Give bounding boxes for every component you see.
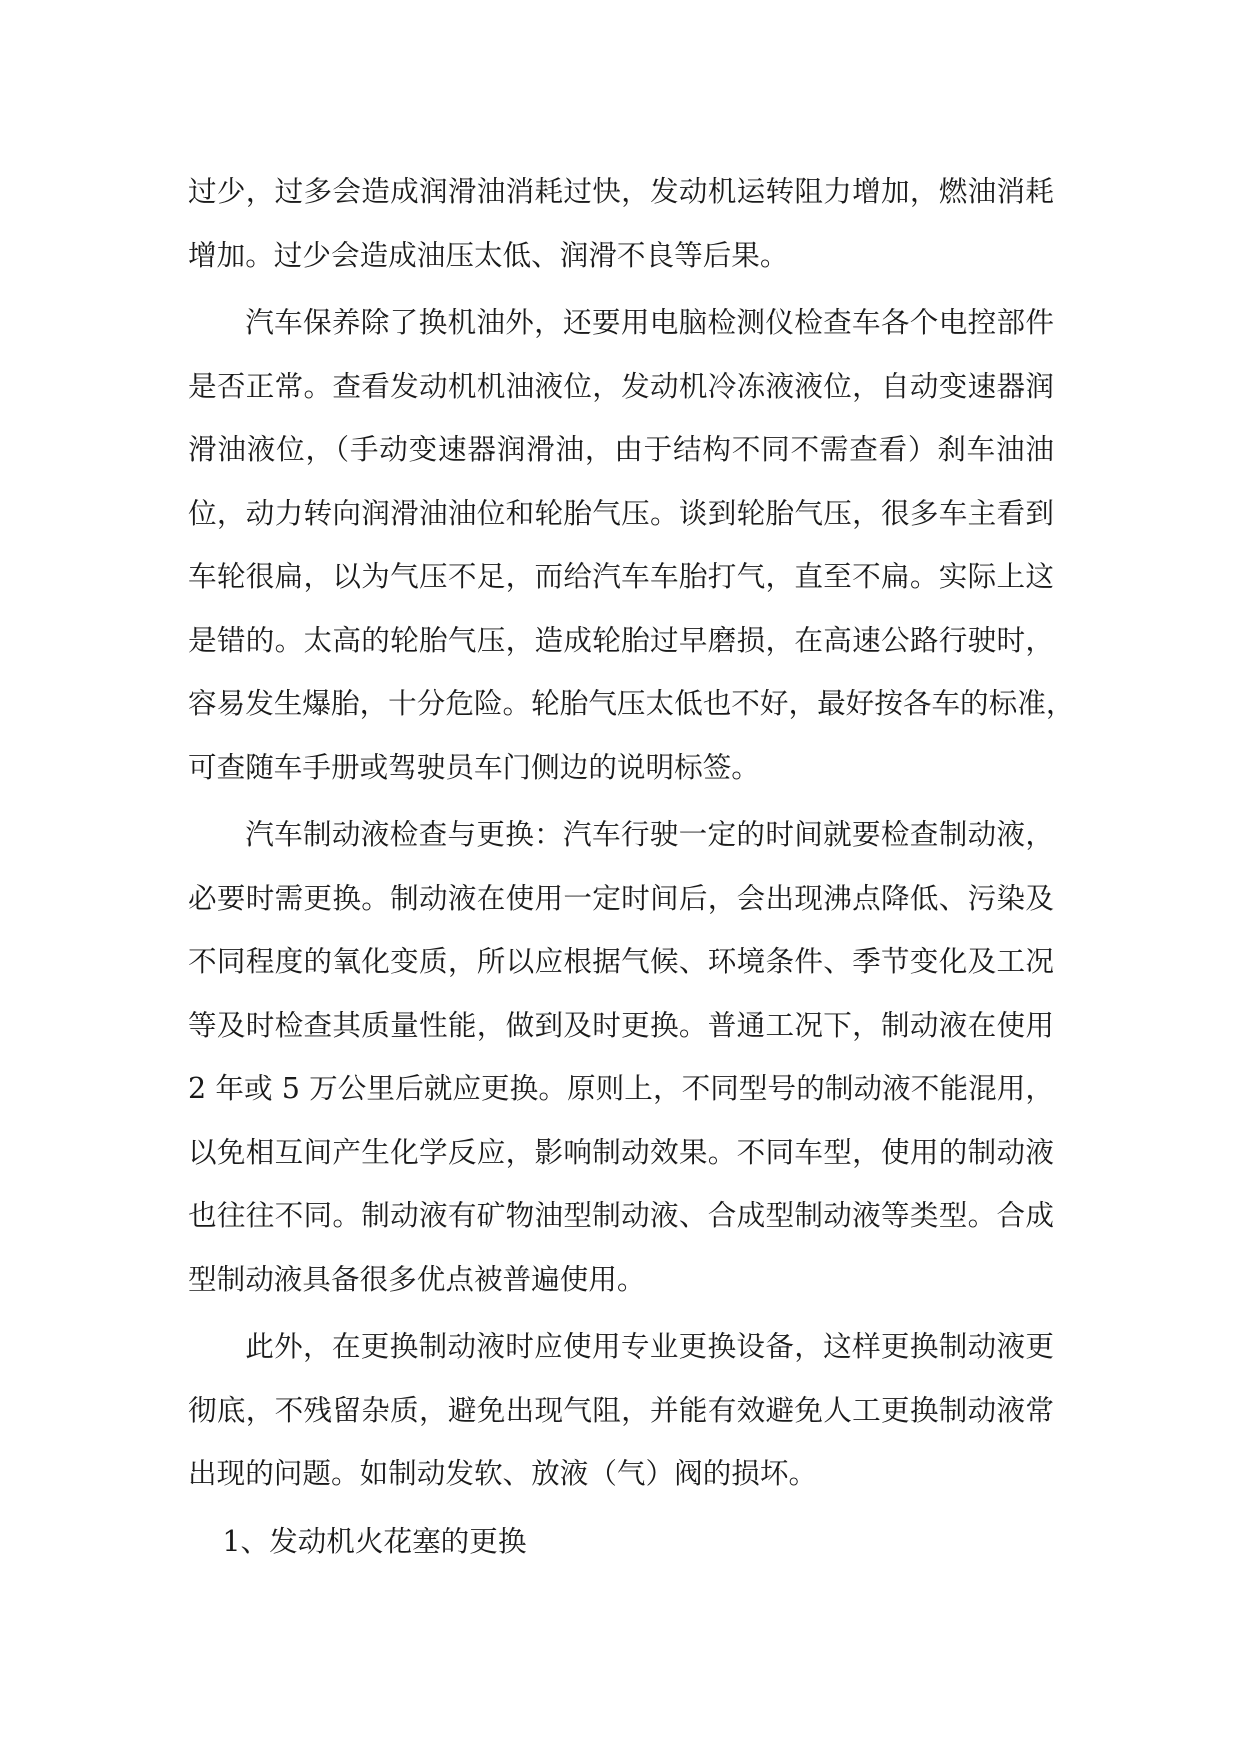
text-line: 型制动液具备很多优点被普遍使用。 — [188, 1261, 646, 1296]
text-line: 彻底，不残留杂质，避免出现气阻，并能有效避免人工更换制动液常 — [188, 1392, 1054, 1427]
text-line: 等及时检查其质量性能，做到及时更换。普通工况下，制动液在使用 — [188, 1007, 1054, 1042]
text-line: 容易发生爆胎，十分危险。轮胎气压太低也不好，最好按各车的标准， — [188, 686, 1075, 720]
paragraph-maintenance-check — [188, 291, 1075, 799]
text-line: 可查随车手册或驾驶员车门侧边的说明标签。 — [188, 749, 760, 784]
text-line: 出现的问题。如制动发软、放液（气）阀的损坏。 — [188, 1456, 818, 1490]
text-line: 滑油液位，（手动变速器润滑油，由于结构不同不需查看）刹车油油 — [188, 432, 1054, 466]
text-line: 必要时需更换。制动液在使用一定时间后，会出现沸点降低、污染及 — [188, 880, 1054, 915]
text-line: 是否正常。查看发动机机油液位，发动机冷冻液液位，自动变速器润 — [188, 368, 1054, 403]
text-line: 也往往不同。制动液有矿物油型制动液、合成型制动液等类型。合成 — [188, 1198, 1054, 1232]
text-line: 车轮很扁，以为气压不足，而给汽车车胎打气，直至不扁。实际上这 — [188, 559, 1054, 593]
paragraph-oil-level-continued — [188, 160, 1054, 287]
text-line: 不同程度的氧化变质，所以应根据气候、环境条件、季节变化及工况 — [188, 944, 1054, 978]
text-line: 位，动力转向润滑油油位和轮胎气压。谈到轮胎气压，很多车主看到 — [188, 495, 1054, 530]
text-line: 以免相互间产生化学反应，影响制动效果。不同车型，使用的制动液 — [188, 1134, 1054, 1169]
body-text — [188, 160, 1075, 1577]
text-line: 汽车制动液检查与更换：汽车行驶一定的时间就要检查制动液， — [245, 817, 1054, 851]
text-line: 汽车保养除了换机油外，还要用电脑检测仪检查车各个电控部件 — [245, 305, 1054, 339]
text-line: 过少，过多会造成润滑油消耗过快，发动机运转阻力增加，燃油消耗 — [188, 174, 1054, 208]
text-line: 此外，在更换制动液时应使用专业更换设备，这样更换制动液更 — [245, 1329, 1054, 1363]
paragraph-brake-fluid — [188, 803, 1054, 1311]
text-line: 增加。过少会造成油压太低、润滑不良等后果。 — [188, 237, 789, 272]
text-line: 2 年或 5 万公里后就应更换。原则上，不同型号的制动液不能混用， — [188, 1071, 1054, 1105]
text-line: 是错的。太高的轮胎气压，造成轮胎过早磨损，在高速公路行驶时， — [188, 622, 1054, 657]
section-heading — [188, 1510, 1054, 1574]
heading-spark-plug: 1、发动机火花塞的更换 — [222, 1523, 527, 1558]
paragraph-brake-equipment — [188, 1315, 1054, 1506]
